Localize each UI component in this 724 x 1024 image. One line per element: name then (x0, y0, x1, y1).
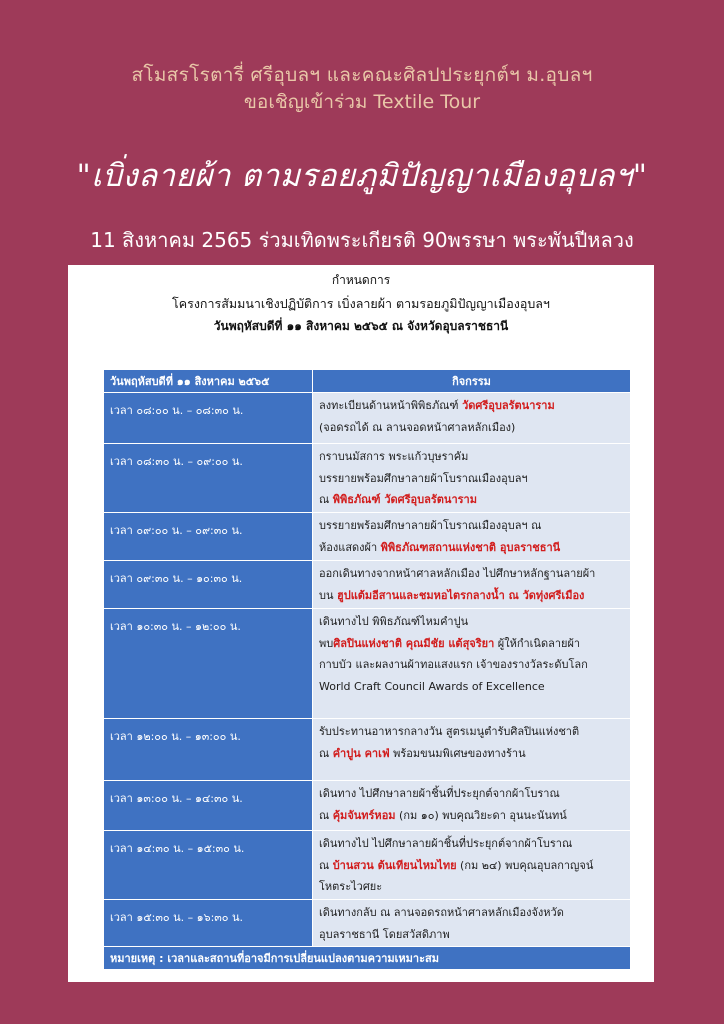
venue-highlight: คำปูน คาเฟ่ (332, 746, 390, 760)
table-header-row (104, 370, 631, 393)
note-cell: หมายเหตุ : เวลาและสถานที่อาจมีการเปลี่ยนแปลงตามความเหมาะสม (104, 947, 631, 970)
activity-cell (313, 444, 631, 513)
activity-text: ห้องแสดงผ้า (319, 540, 381, 554)
table-row (104, 513, 631, 561)
note-row (104, 947, 631, 970)
organizer-line: สโมสรโรตารี่ ศรีอุบลฯ และคณะศิลปประยุกต์ฯ ม.อุบลฯ (131, 64, 593, 86)
activity-line: ออกเดินทางจากหน้าศาลหลักเมือง ไปศึกษาหลักฐานลายผ้า (319, 567, 596, 580)
venue-highlight: พิพิธภัณฑ์ วัดศรีอุบลรัตนาราม (332, 493, 477, 506)
activity-text: พร้อมขนมพิเศษของทางร้าน (389, 746, 526, 760)
activity-cell (313, 561, 631, 609)
invitation-line: ขอเชิญเข้าร่วม Textile Tour (243, 91, 481, 113)
time-cell: เวลา ๐๙:๓๐ น. – ๑๐:๓๐ น. (104, 561, 313, 609)
time-cell: เวลา ๑๕:๓๐ น. – ๑๖:๓๐ น. (104, 900, 313, 947)
heading-schedule: กำหนดการ (331, 273, 391, 287)
venue-highlight: คุ้มจันทร์หอม (332, 808, 396, 822)
activity-cell (313, 831, 631, 900)
activity-cell (313, 393, 631, 444)
time-cell: เวลา ๑๔:๓๐ น. – ๑๕:๓๐ น. (104, 831, 313, 900)
activity-line: เดินทางไป ไปศึกษาลายผ้าชิ้นที่ประยุกต์จากผ้าโบราณ (319, 837, 573, 850)
venue-highlight: ฮูปแต้มอีสานและชมหอไตรกลางน้ำ ณ วัดทุ่งศรีเมือง (337, 588, 585, 602)
schedule-table (103, 369, 631, 970)
activity-cell (313, 900, 631, 947)
activity-line (319, 395, 624, 417)
venue-highlight: บ้านสวน ต้นเทียนไหมไทย (332, 858, 457, 872)
activity-text: พบ (319, 636, 334, 650)
activity-cell (313, 609, 631, 719)
table-row (104, 561, 631, 609)
activity-line (319, 585, 624, 607)
column-header-activity: กิจกรรม (313, 370, 631, 393)
activity-text: (กม ๑๐) พบคุณวิยะดา อุนนะนันทน์ (395, 808, 567, 822)
venue-highlight: วัดศรีอุบลรัตนาราม (462, 399, 555, 412)
activity-cell (313, 513, 631, 561)
activity-text: ณ (319, 493, 333, 506)
time-cell: เวลา ๑๒:๐๐ น. – ๑๓:๐๐ น. (104, 719, 313, 781)
activity-line (319, 489, 624, 511)
venue-highlight: ศิลปินแห่งชาติ คุณมีชัย แต้สุจริยา (333, 636, 495, 650)
time-cell: เวลา ๐๘:๓๐ น. – ๐๙:๐๐ น. (104, 444, 313, 513)
column-header-date: วันพฤหัสบดีที่ ๑๑ สิงหาคม ๒๕๖๕ (104, 370, 313, 393)
event-title: "เบิ่งลายผ้า ตามรอยภูมิปัญญาเมืองอุบลฯ" (76, 158, 648, 194)
activity-line: โหตระไวศยะ (319, 880, 383, 893)
activity-line: กราบนมัสการ พระแก้วบุษราคัม (319, 450, 469, 463)
invitation-header (0, 62, 724, 115)
venue-highlight: พิพิธภัณฑสถานแห่งชาติ อุบลราชธานี (380, 540, 561, 554)
time-cell: เวลา ๑๓:๐๐ น. – ๑๔:๓๐ น. (104, 781, 313, 831)
schedule-document (68, 265, 654, 982)
activity-text: ผู้ให้กำเนิดลายผ้า (494, 636, 581, 650)
activity-line (319, 743, 624, 765)
activity-line (319, 537, 624, 559)
table-row (104, 444, 631, 513)
activity-line: เดินทางกลับ ณ ลานจอดรถหน้าศาลหลักเมืองจังหวัด (319, 906, 564, 919)
table-row (104, 719, 631, 781)
activity-line (319, 805, 624, 827)
table-row (104, 393, 631, 444)
table-row (104, 781, 631, 831)
activity-line: รับประทานอาหารกลางวัน สูตรเมนูตำรับศิลปินแห่งชาติ (319, 725, 580, 738)
time-cell: เวลา ๐๙:๐๐ น. – ๐๙:๓๐ น. (104, 513, 313, 561)
activity-line: บรรยายพร้อมศึกษาลายผ้าโบราณเมืองอุบลฯ ณ (319, 519, 542, 532)
table-row (104, 900, 631, 947)
event-dateline: 11 สิงหาคม 2565 ร่วมเทิดพระเกียรติ 90พรรษา พระพันปีหลวง (90, 228, 634, 252)
activity-text: ลงทะเบียนด้านหน้าพิพิธภัณฑ์ (319, 399, 463, 412)
activity-text: ณ (319, 808, 333, 822)
activity-cell (313, 719, 631, 781)
activity-line (319, 633, 624, 655)
activity-line: เดินทางไป พิพิธภัณฑ์ไหมคำปูน (319, 615, 469, 628)
activity-text: บน (319, 588, 337, 602)
table-row (104, 609, 631, 719)
activity-line: บรรยายพร้อมศึกษาลายผ้าโบราณเมืองอุบลฯ (319, 471, 528, 485)
time-cell: เวลา ๑๐:๓๐ น. – ๑๒:๐๐ น. (104, 609, 313, 719)
activity-line: กาบบัว และผลงานผ้าทอแสงแรก เจ้าของรางวัลระดับโลก (319, 658, 588, 671)
activity-text: (กม ๒๔) พบคุณอุบลกาญจน์ (456, 858, 594, 872)
heading-date: วันพฤหัสบดีที่ ๑๑ สิงหาคม ๒๕๖๕ ณ จังหวัดอุบลราชธานี (213, 319, 509, 333)
activity-text: ณ (319, 858, 333, 872)
activity-line: (จอดรถได้ ณ ลานจอดหน้าศาลหลักเมือง) (319, 420, 516, 434)
activity-text: ณ (319, 746, 333, 760)
time-cell: เวลา ๐๘:๐๐ น. – ๐๘:๓๐ น. (104, 393, 313, 444)
activity-line: เดินทาง ไปศึกษาลายผ้าชิ้นที่ประยุกต์จากผ้าโบราณ (319, 787, 560, 800)
activity-line (319, 855, 624, 877)
document-heading (68, 265, 654, 338)
table-row (104, 831, 631, 900)
activity-line: อุบลราชธานี โดยสวัสดิภาพ (319, 927, 450, 941)
activity-line: World Craft Council Awards of Excellence (319, 679, 545, 693)
activity-cell (313, 781, 631, 831)
heading-project: โครงการสัมมนาเชิงปฏิบัติการ เบิ่งลายผ้า ตามรอยภูมิปัญญาเมืองอุบลฯ (172, 296, 550, 311)
